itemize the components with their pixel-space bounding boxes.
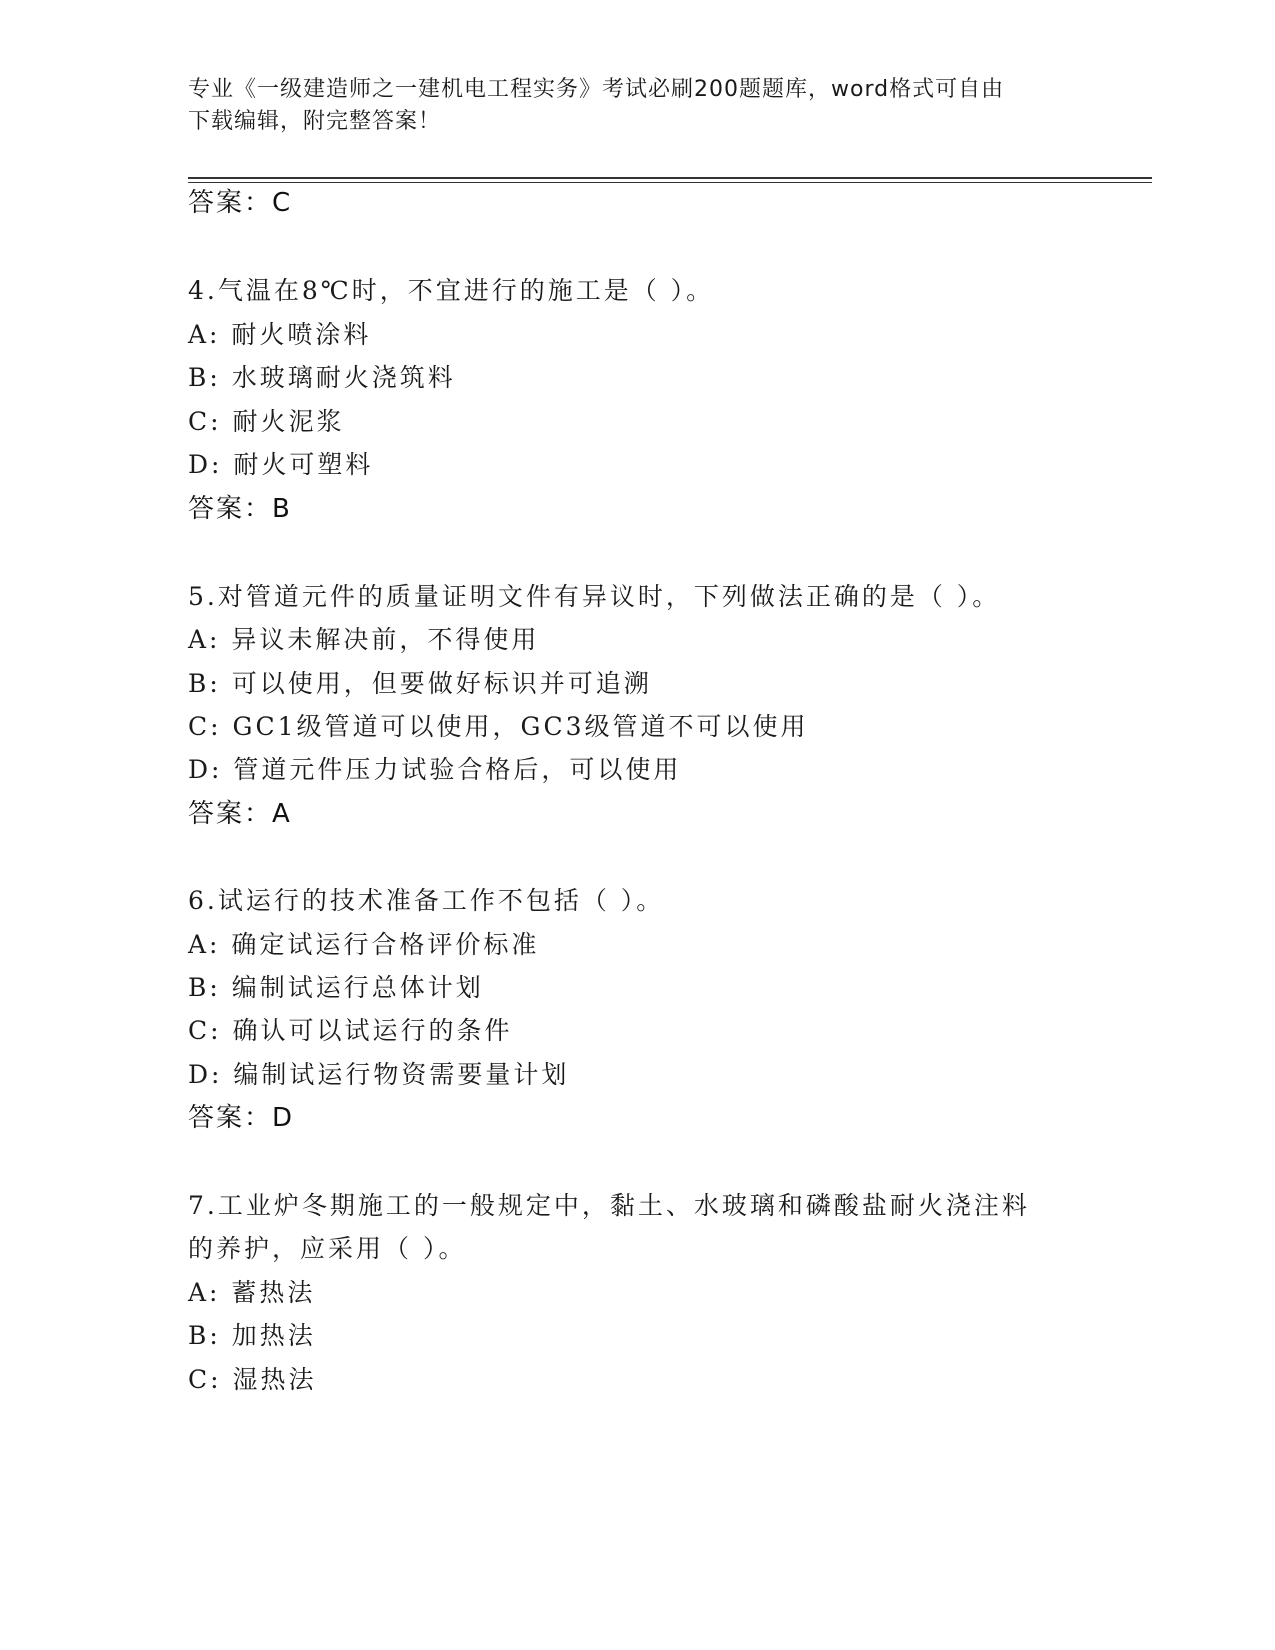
question-5-stem: 5.对管道元件的质量证明文件有异议时，下列做法正确的是（ ）。	[188, 582, 1001, 611]
question-6-option-b: B: 编制试运行总体计划	[188, 973, 484, 1002]
header-line-1: 专业《一级建造师之一建机电工程实务》考试必刷200题题库，word格式可自由	[188, 77, 1005, 102]
question-4-option-d: D: 耐火可塑料	[188, 450, 374, 479]
question-4-option-b: B: 水玻璃耐火浇筑料	[188, 363, 456, 392]
question-5-answer: 答案：A	[188, 799, 292, 829]
question-5-option-d: D: 管道元件压力试验合格后，可以使用	[188, 755, 682, 784]
question-6-answer: 答案：D	[188, 1103, 295, 1133]
page-header	[188, 74, 1068, 138]
question-6-option-a: A: 确定试运行合格评价标准	[188, 930, 540, 959]
question-4-option-c: C: 耐火泥浆	[188, 407, 345, 436]
header-line-2: 下载编辑，附完整答案！	[188, 109, 442, 134]
question-4-stem: 4.气温在8℃时，不宜进行的施工是（ ）。	[188, 276, 715, 305]
question-7-option-c: C: 湿热法	[188, 1365, 317, 1394]
question-4-option-a: A: 耐火喷涂料	[188, 320, 372, 349]
question-5-option-c: C: GC1级管道可以使用，GC3级管道不可以使用	[188, 712, 809, 741]
question-5-option-a: A: 异议未解决前，不得使用	[188, 625, 540, 654]
header-rule-thin	[188, 182, 1152, 183]
question-5-option-b: B: 可以使用，但要做好标识并可追溯	[188, 669, 652, 698]
question-6-option-d: D: 编制试运行物资需要量计划	[188, 1060, 570, 1089]
question-6-stem: 6.试运行的技术准备工作不包括（ ）。	[188, 886, 665, 915]
header-rule-thick	[188, 177, 1152, 179]
question-4-answer: 答案：B	[188, 494, 292, 524]
question-7-stem-line-2: 的养护，应采用（ ）。	[188, 1234, 467, 1263]
previous-answer: 答案：C	[188, 188, 293, 218]
question-6-option-c: C: 确认可以试运行的条件	[188, 1016, 513, 1045]
question-7-option-b: B: 加热法	[188, 1321, 316, 1350]
question-7-option-a: A: 蓄热法	[188, 1278, 316, 1307]
question-7-stem-line-1: 7.工业炉冬期施工的一般规定中，黏土、水玻璃和磷酸盐耐火浇注料	[188, 1191, 1030, 1220]
